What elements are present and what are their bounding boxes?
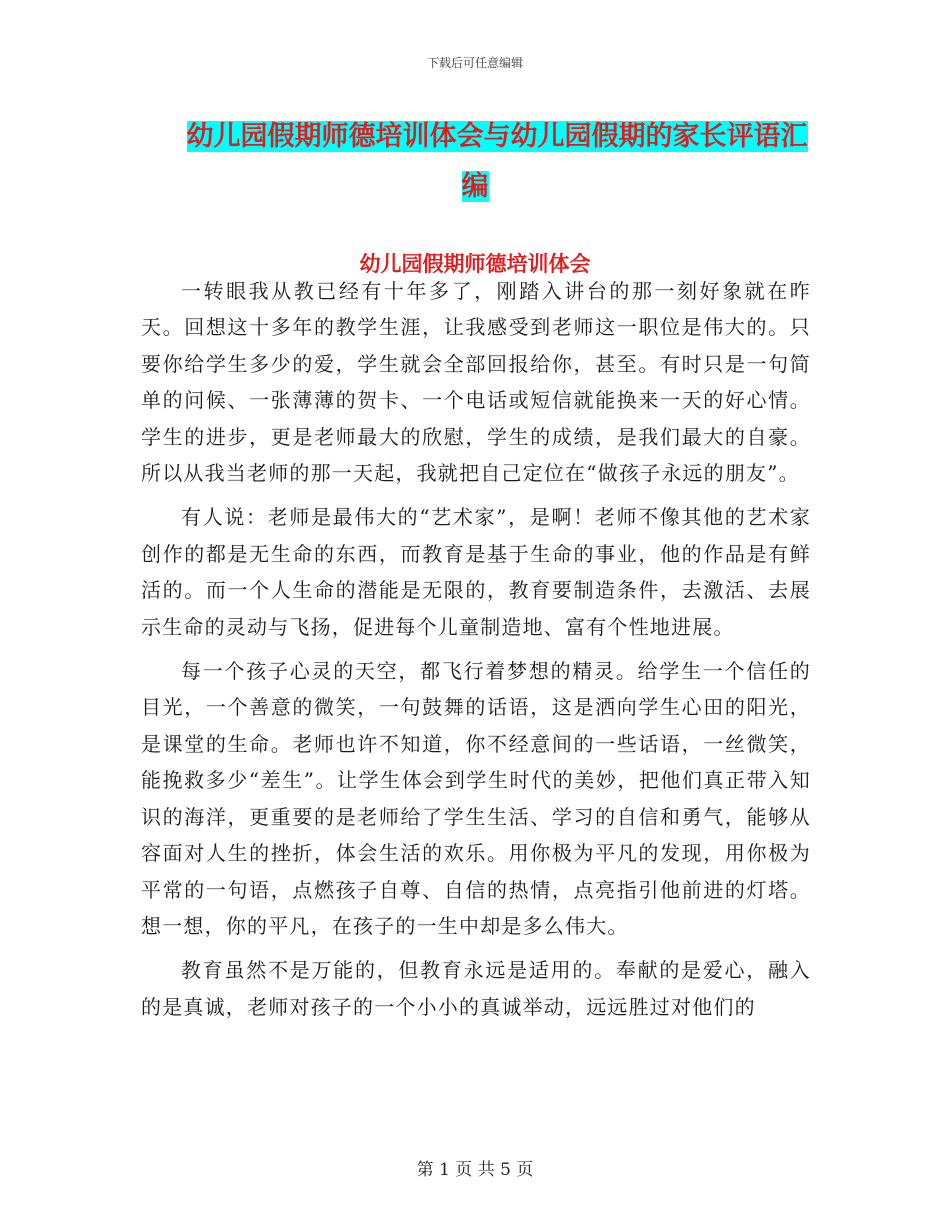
title-highlight: 编 — [461, 171, 489, 202]
paragraph: 教育虽然不是万能的，但教育永远是适用的。奉献的是爱心，融入的是真诚，老师对孩子的一个小小的真诚举动，远远胜过对他们的 — [141, 958, 811, 1019]
header-note: 下载后可任意编辑 — [426, 56, 523, 70]
document-title — [0, 112, 950, 212]
paragraph: 有人说：老师是最伟大的“艺术家”，是啊！老师不像其他的艺术家创作的都是无生命的东西，而教育是基于生命的事业，他的作品是有鲜活的。而一个人生命的潜能是无限的，教育要制造条件，去激活、去展示生命的灵动与飞扬，促进每个儿童制造地、富有个性地进展。 — [141, 505, 811, 639]
title-highlight: 幼儿园假期师德培训体会与幼儿园假期的家长评语汇 — [186, 121, 808, 152]
section-title: 幼儿园假期师德培训体会 — [359, 251, 591, 276]
document-title-line-1 — [0, 112, 950, 162]
page-number: 第 1 页 共 5 页 — [416, 1160, 534, 1180]
body-text — [141, 273, 811, 1025]
paragraph: 一转眼我从教已经有十年多了，刚踏入讲台的那一刻好象就在昨天。回想这十多年的教学生涯，让我感受到老师这一职位是伟大的。只要你给学生多少的爱，学生就会全部回报给你，甚至。有时只是一句简单的问候、一张薄薄的贺卡、一个电话或短信就能换来一天的好心情。学生的进步，更是老师最大的欣慰，学生的成绩，是我们最大的自豪。所以从我当老师的那一天起，我就把自己定位在“做孩子永远的朋友”。 — [141, 279, 811, 486]
document-title-line-2 — [0, 162, 950, 212]
paragraph: 每一个孩子心灵的天空，都飞行着梦想的精灵。给学生一个信任的目光，一个善意的微笑，一句鼓舞的话语，这是洒向学生心田的阳光，是课堂的生命。老师也许不知道，你不经意间的一些话语，一丝微笑，能挽救多少“差生”。让学生体会到学生时代的美妙，把他们真正带入知识的海洋，更重要的是老师给了学生生活、学习的自信和勇气，能够从容面对人生的挫折，体会生活的欢乐。用你极为平凡的发现，用你极为平常的一句语，点燃孩子自尊、自信的热情，点亮指引他前进的灯塔。想一想，你的平凡，在孩子的一生中却是多么伟大。 — [141, 659, 811, 938]
